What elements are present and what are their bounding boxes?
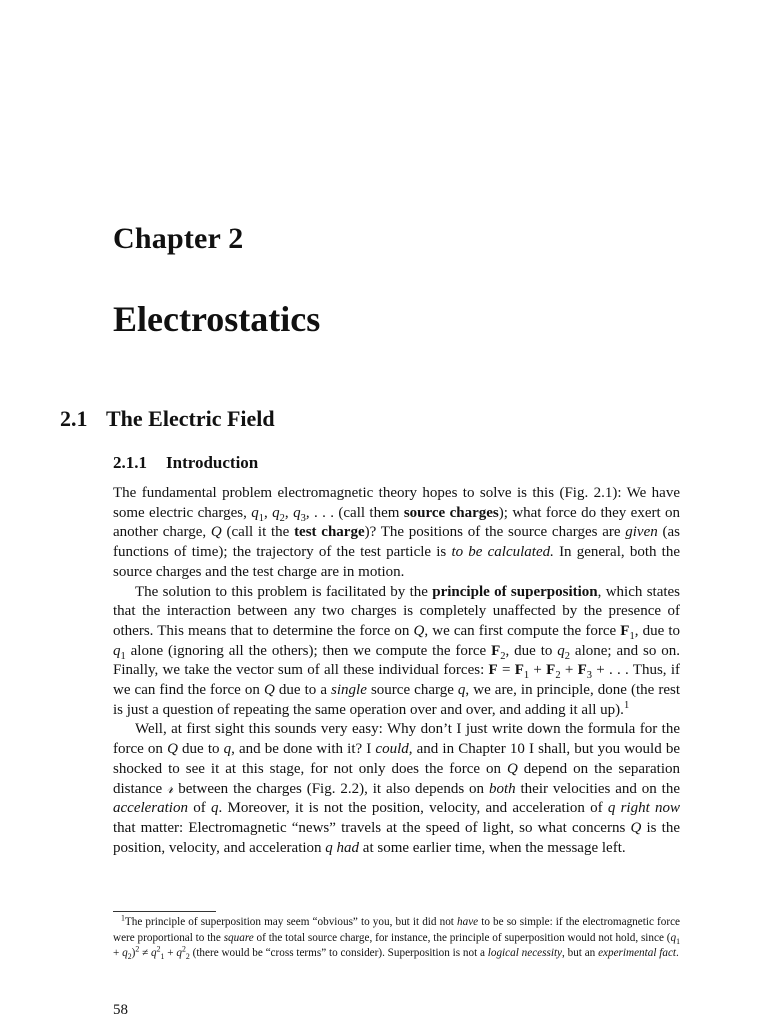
section-title: The Electric Field [106, 406, 275, 431]
body-text [113, 484, 680, 858]
text-run: q [210, 800, 219, 817]
paragraph: The fundamental problem electromagnetic theory hopes to solve is this (Fig. 2.1): We have some electric charges, $q_1$, $q_2$, $q_3$, . . . (call them source charges); what force do they exert on another charge, Q (call it the test charge)? The positions of the source charges are given (as functions of time); the trajectory of the test particle is to be calculated. In general, both the source charges and the test charge are in motion. [113, 485, 681, 580]
text-run: to be calculated. [451, 544, 554, 561]
text-run: q [251, 504, 259, 521]
text-run: principle of superposition [432, 583, 598, 600]
text-run: Q [506, 760, 518, 777]
subsection-heading [113, 453, 258, 473]
text-run: 2 [127, 952, 132, 962]
text-run: both [488, 780, 516, 797]
text-run: q right now [607, 800, 681, 817]
section-heading [60, 406, 275, 432]
text-run: acceleration [113, 800, 188, 817]
paragraph: The solution to this problem is facilitated by the principle of superposition, which states that the interaction between any two charges is completely unaffected by the presence of others. This means that to determine the force on Q, we can first compute the force $F_1$, due to $q_1$ alone (ignoring all the others); then we compute the force $F_2$, due to $q_2$ alone; and so on. Finally, we take the vector sum of all these individual forces: $F = F_1 + F_2 + F_3$ + . . . Thus, if we can find the force on Q due to a single source charge q, we are, in principle, done (the rest is just a question of repeating the same operation over and over, and adding it all up).$^1$ [113, 583, 681, 718]
text-run: logical necessity [487, 947, 563, 960]
text-run: q had [325, 839, 360, 856]
chapter-label: Chapter 2 [113, 222, 244, 255]
text-run: Q [413, 622, 425, 639]
text-run: 2 [279, 512, 285, 524]
text-run: Q [263, 682, 275, 699]
chapter-title: Electrostatics [113, 299, 321, 339]
text-run: single [331, 682, 367, 699]
text-run: 1 [676, 936, 680, 946]
text-run: q [122, 947, 128, 960]
text-run: Q [210, 524, 222, 541]
footnote [113, 915, 680, 962]
subsection-number: 2.1.1 [113, 453, 147, 472]
text-run: q [113, 642, 121, 659]
text-run: 2 [135, 944, 140, 954]
text-run: source charges [403, 504, 499, 521]
text-run: F [620, 622, 630, 639]
text-run: q [457, 682, 466, 699]
text-run: experimental fact [598, 947, 677, 960]
text-run: could, [375, 741, 413, 758]
text-run: q [293, 504, 301, 521]
text-run: 𝓇 [167, 780, 174, 797]
text-run: Q [630, 819, 642, 836]
text-run: q [272, 504, 280, 521]
footnote-divider [113, 911, 216, 912]
text-run: 2 [500, 650, 506, 662]
text-run: 1 [523, 670, 530, 682]
text-run: 1 [258, 512, 265, 524]
section-number: 2.1 [60, 406, 88, 431]
text-run: Q [167, 741, 178, 758]
text-run: 1 [623, 699, 630, 711]
text-run: q [557, 642, 565, 659]
subsection-title: Introduction [166, 453, 259, 472]
text-run: 2 [181, 944, 186, 954]
text-run: 2 [185, 952, 190, 962]
text-run: 3 [586, 670, 592, 682]
footnote-text: $^1$The principle of superposition may seem “obvious” to you, but it did not have to be so simple: if the electromagnetic force were proportional to the square of the total source charge, for instance, the principle of superposition would not hold, since $(q_1 + q_2)^2 \ne q^2_1 + q^2_2$ (there would be “cross terms” to consider). Superposition is not a logical necessity, but an experimental fact. [113, 913, 680, 962]
text-run: 1 [121, 913, 125, 923]
text-run: q [176, 947, 182, 960]
text-run: F [514, 662, 524, 679]
text-run: 2 [156, 944, 161, 954]
text-run: have [457, 916, 479, 928]
page-number: 58 [113, 1002, 128, 1018]
text-run: 3 [300, 512, 306, 524]
text-run: F [546, 662, 556, 679]
text-run: F [577, 662, 587, 679]
text-run: q [151, 947, 157, 960]
text-run: 1 [120, 650, 126, 662]
text-run: test charge [294, 524, 365, 541]
text-run: F [491, 642, 501, 659]
text-run: 1 [160, 952, 165, 962]
text-run: 2 [555, 670, 561, 682]
text-run: q [670, 931, 677, 944]
paragraph: Well, at first sight this sounds very easy: Why don’t I just write down the formula for the force on Q due to q, and be done with it? I could, and in Chapter 10 I shall, but you would be shocked to see it at this stage, for not only does the force on Q depend on the separation distance 𝓇 between the charges (Fig. 2.2), it also depends on both their velocities and on the acceleration of q. Moreover, it is not the position, velocity, and acceleration of q right now that matter: Electromagnetic “news” travels at the speed of light, so what concerns Q is the position, velocity, and acceleration q had at some earlier time, when the message left. [113, 721, 681, 856]
text-run: square [223, 931, 254, 944]
text-run: F [488, 662, 498, 679]
text-run: given [625, 524, 658, 541]
text-run: q [223, 741, 232, 758]
text-run: 1 [629, 630, 635, 642]
text-run: 2 [564, 650, 571, 662]
